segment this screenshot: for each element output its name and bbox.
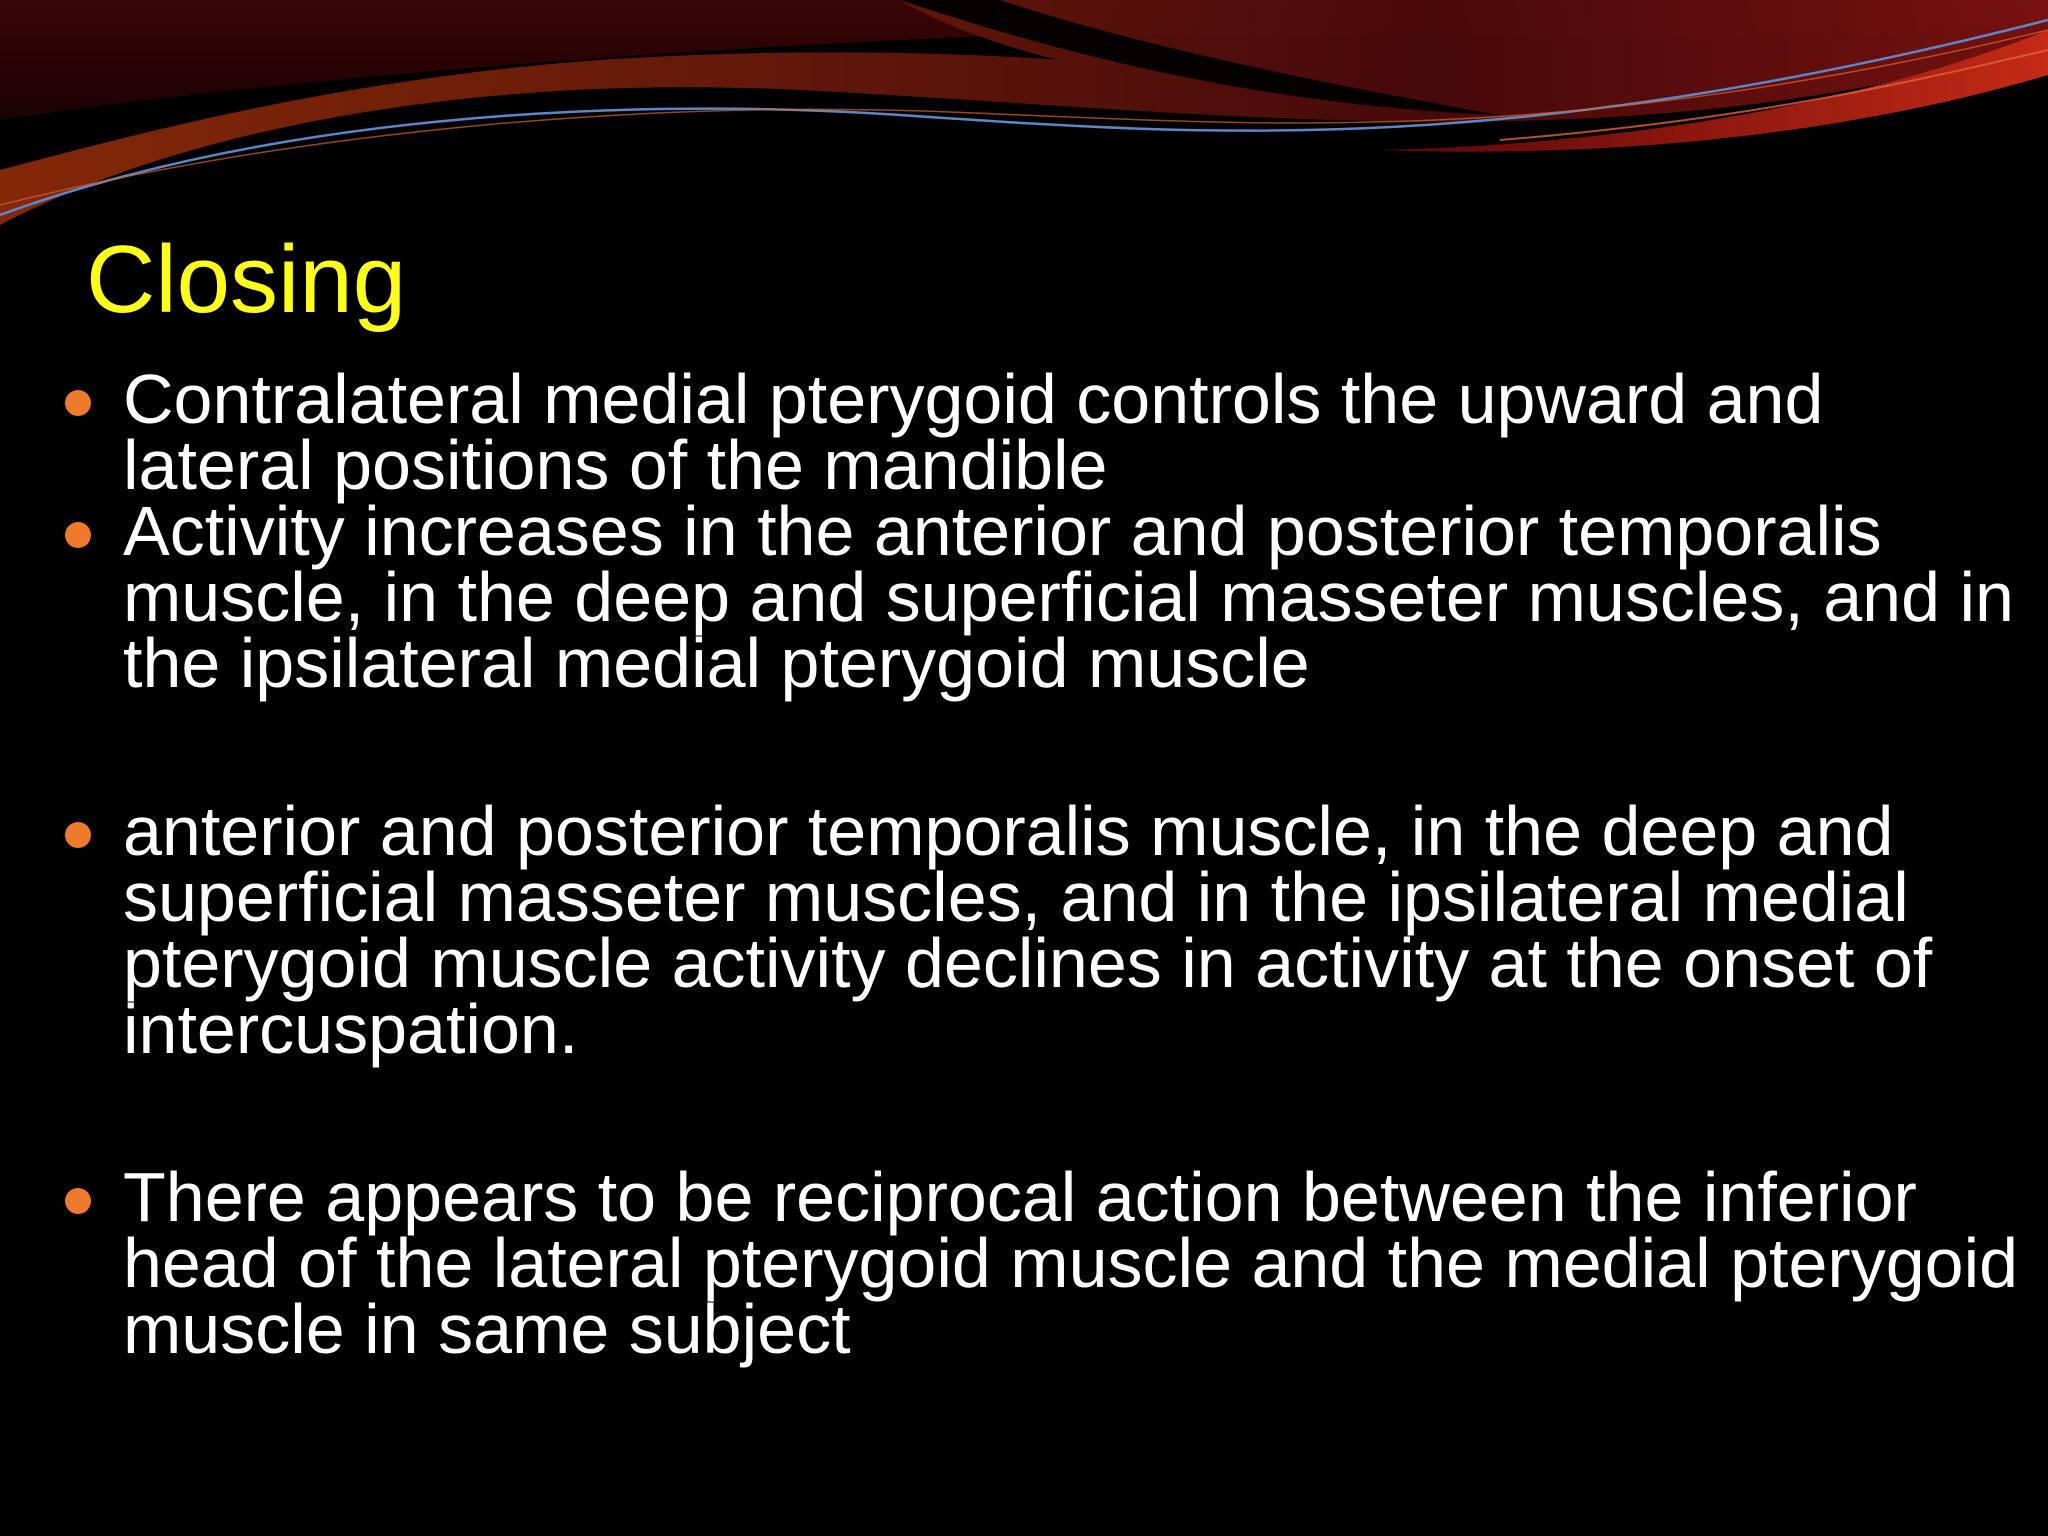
slide-title: Closing (86, 226, 407, 333)
bullet-text: There appears to be reciprocal action between the inferior head of the lateral pterygoid muscle and the medial pterygoid muscle in same subject (123, 1158, 2019, 1368)
bullet-dot-icon (65, 522, 91, 548)
bullet-item (60, 492, 2020, 702)
bullet-text: anterior and posterior temporalis muscle, in the deep and superficial masseter muscles, and in the ipsilateral medial pterygoid muscle activity declines in activity at the onset of intercuspation. (123, 792, 1933, 1068)
bullet-item (60, 1158, 2020, 1368)
bullet-text: Activity increases in the anterior and posterior temporalis muscle, in the deep and superficial masseter muscles, and in the ipsilateral medial pterygoid muscle (123, 492, 2014, 702)
header-wave-decoration (0, 0, 2048, 240)
bullet-dot-icon (65, 390, 91, 416)
bullet-list (60, 360, 2020, 1368)
bullet-item (60, 792, 2020, 1068)
bullet-item (60, 360, 2020, 504)
bullet-dot-icon (65, 822, 91, 848)
bullet-dot-icon (65, 1188, 91, 1214)
bullet-text: Contralateral medial pterygoid controls the upward and lateral positions of the mandible (123, 360, 1824, 504)
